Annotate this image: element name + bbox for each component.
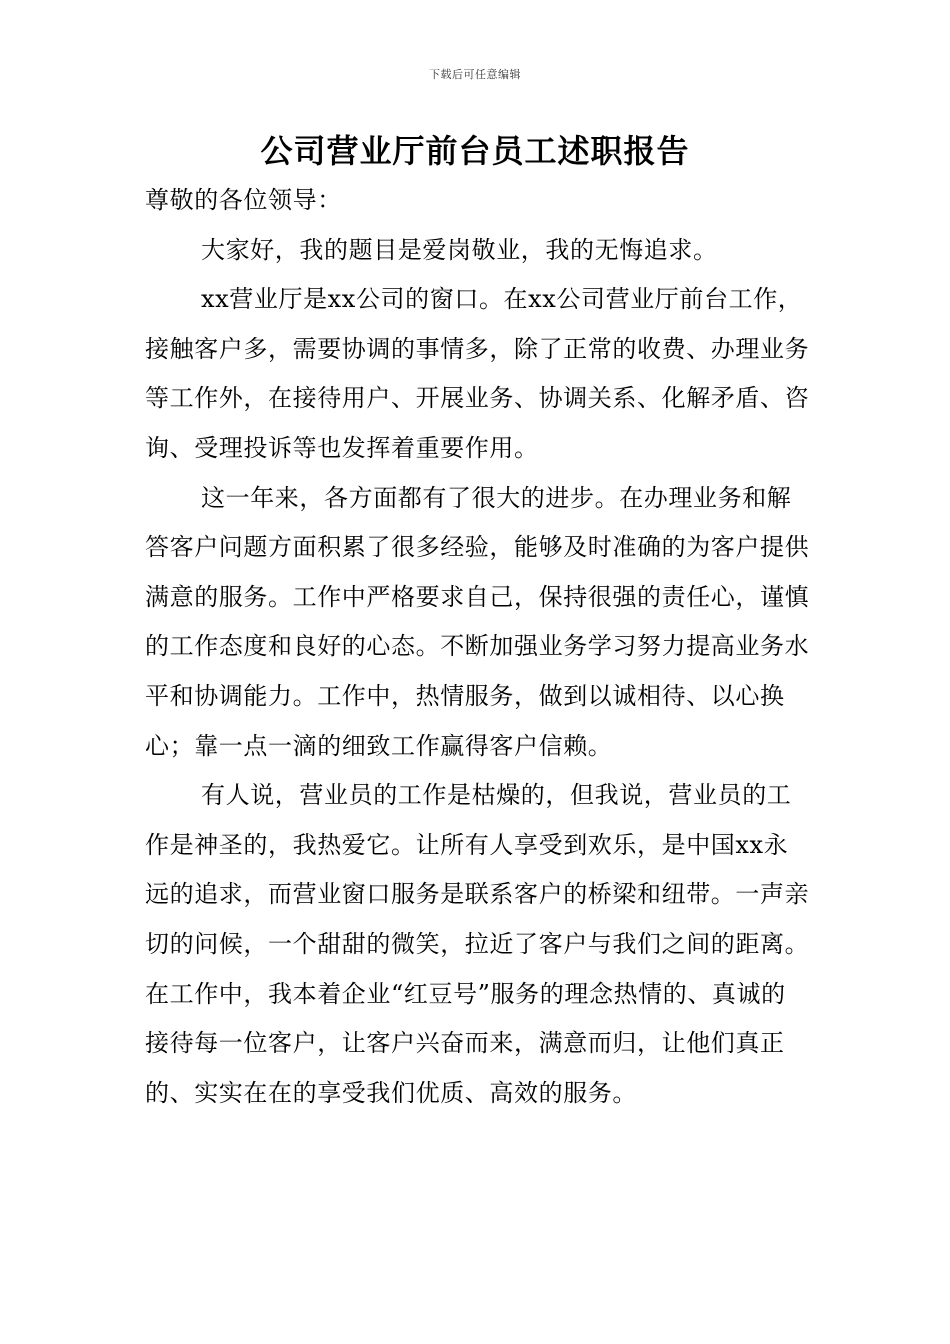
paragraph-greeting: 大家好，我的题目是爱岗敬业，我的无悔追求。 xyxy=(201,235,718,264)
header-note: 下载后可任意编辑 xyxy=(429,68,521,81)
paragraph-intro: xx营业厅是xx公司的窗口。在xx公司营业厅前台工作，接触客户多，需要协调的事情多，除了正常的收费、办理业务等工作外，在接待用户、开展业务、协调关系、化解矛盾、咨询、受理投诉等也发挥着重要作用。 xyxy=(145,285,810,462)
document-title: 公司营业厅前台员工述职报告 xyxy=(260,132,690,170)
paragraph-service: 有人说，营业员的工作是枯燥的，但我说，营业员的工作是神圣的，我热爱它。让所有人享受到欢乐，是中国xx永远的追求，而营业窗口服务是联系客户的桥梁和纽带。一声亲切的问候，一个甜甜的微笑，拉近了客户与我们之间的距离。在工作中，我本着企业“红豆号”服务的理念热情的、真诚的接待每一位客户，让客户兴奋而来，满意而归，让他们真正的、实实在在的享受我们优质、高效的服务。 xyxy=(145,781,810,1107)
salutation: 尊敬的各位领导： xyxy=(145,186,342,214)
document-body xyxy=(145,176,810,1118)
paragraph-progress: 这一年来，各方面都有了很大的进步。在办理业务和解答客户问题方面积累了很多经验，能够及时准确的为客户提供满意的服务。工作中严格要求自己，保持很强的责任心，谨慎的工作态度和良好的心态。不断加强业务学习努力提高业务水平和协调能力。工作中，热情服务，做到以诚相待、以心换心；靠一点一滴的细致工作赢得客户信赖。 xyxy=(145,483,810,760)
